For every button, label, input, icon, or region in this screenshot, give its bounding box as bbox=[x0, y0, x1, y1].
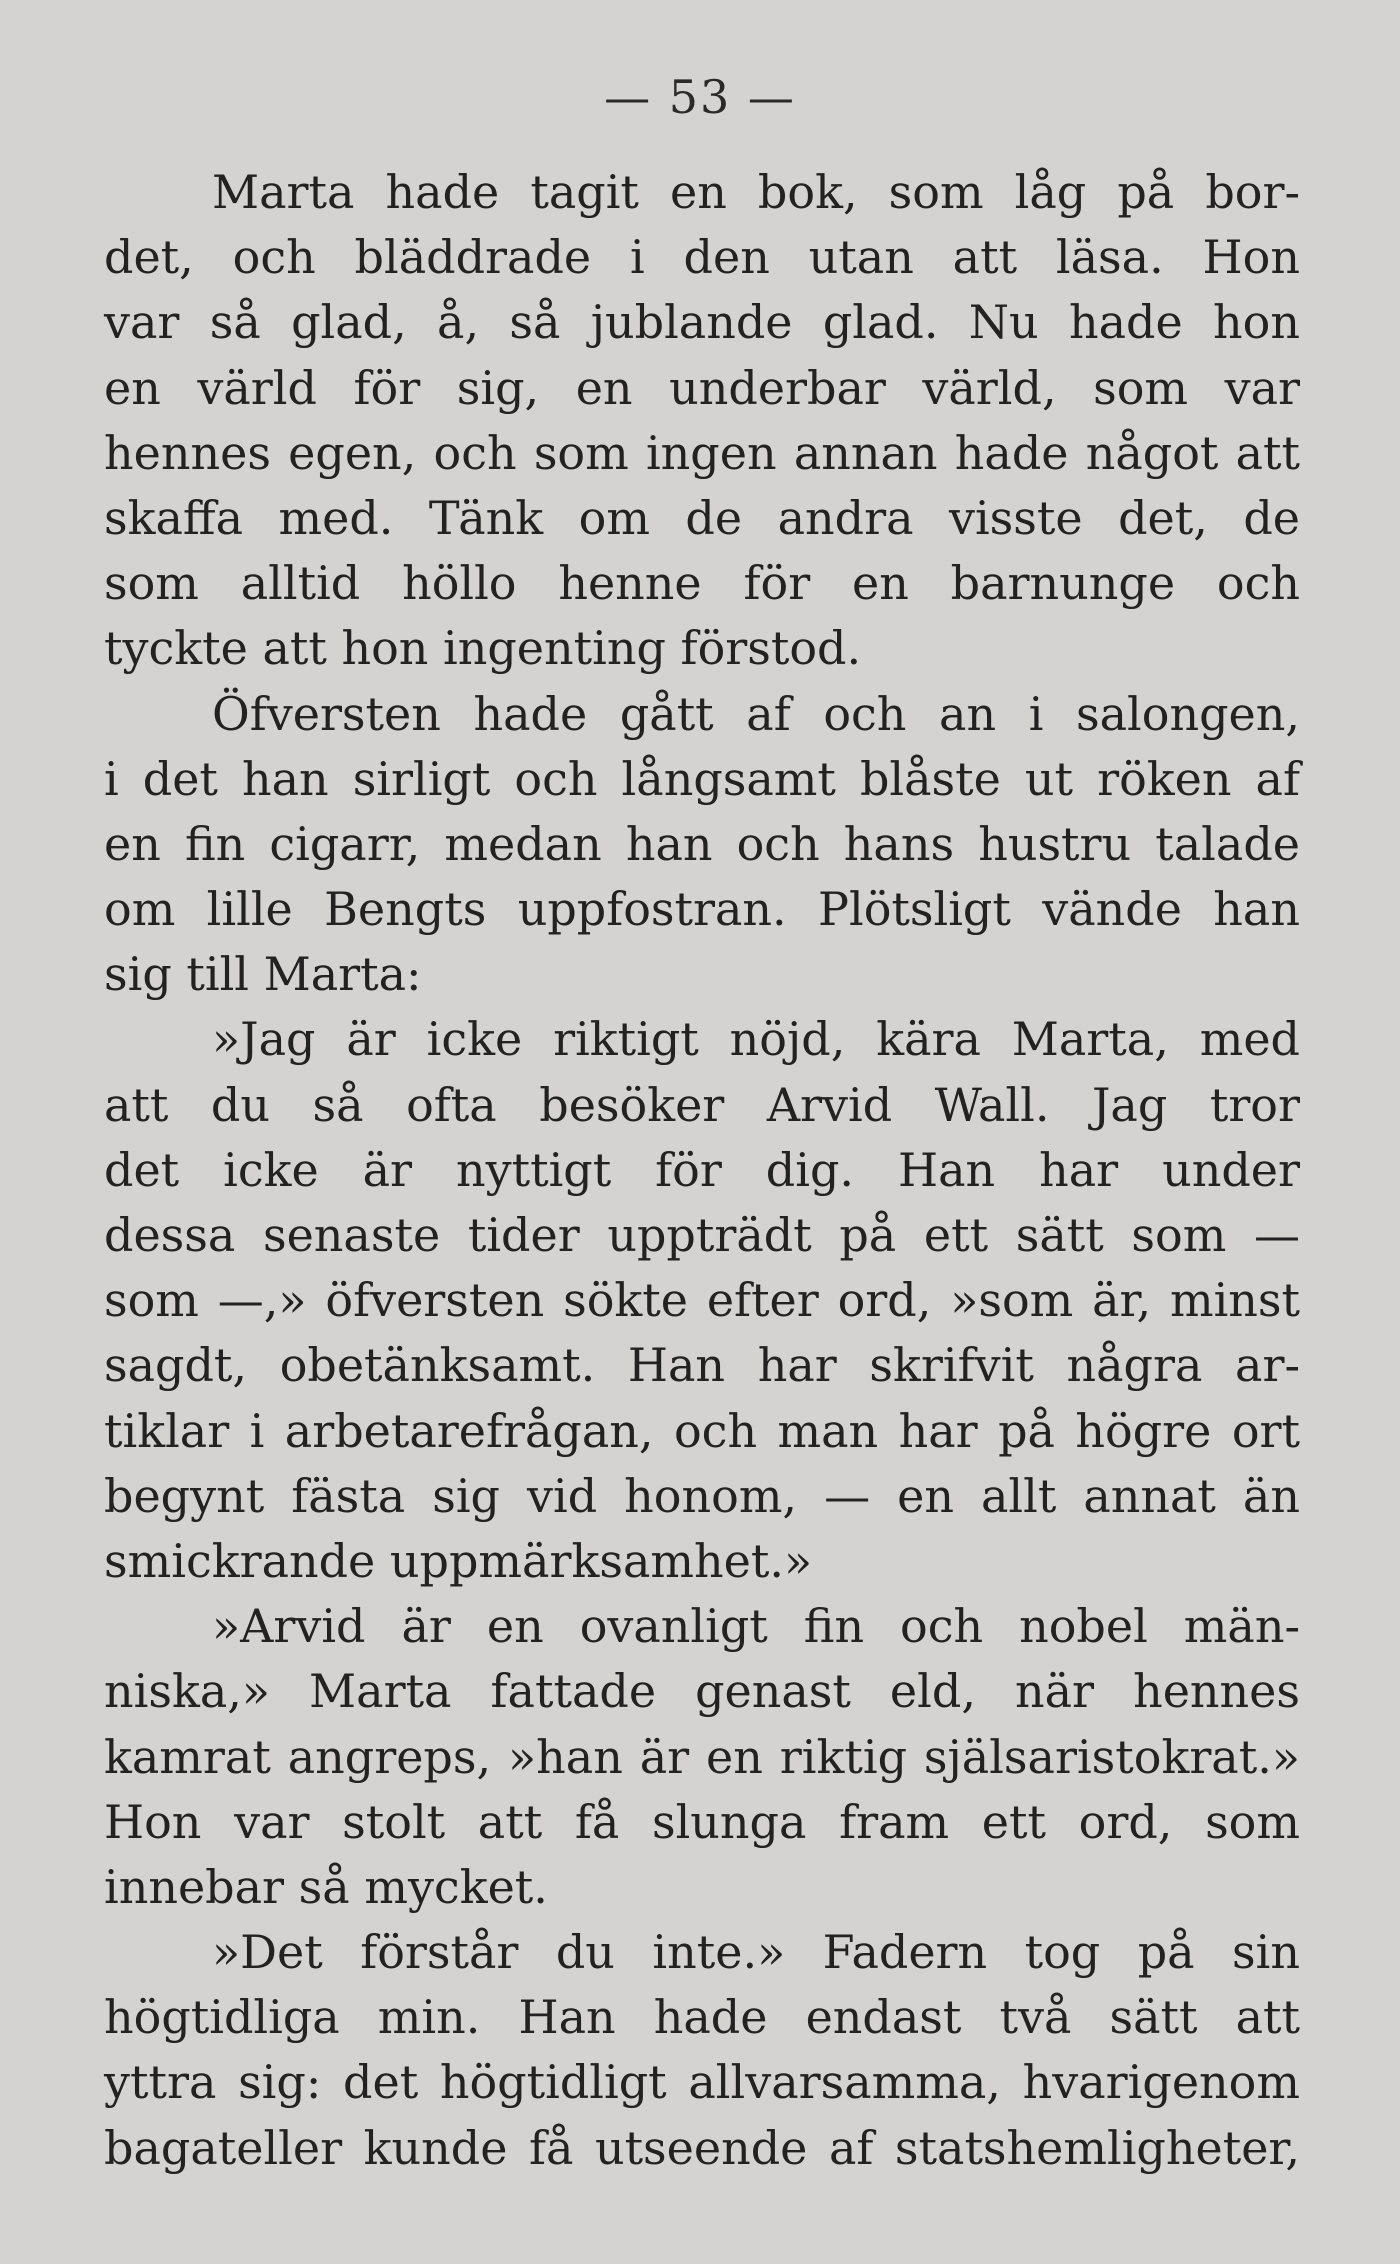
text-line: det icke är nyttigt för dig. Han har under bbox=[104, 1142, 1300, 1197]
text-line: i det han sirligt och långsamt blåste ut röken af bbox=[104, 751, 1300, 806]
text-line: att du så ofta besöker Arvid Wall. Jag tror bbox=[104, 1077, 1300, 1132]
page-number: — 53 — bbox=[604, 70, 796, 124]
text-line: högtidliga min. Han hade endast två sätt att bbox=[104, 1990, 1300, 2045]
text-line: smickrande uppmärksamhet.» bbox=[104, 1533, 813, 1588]
text-line: hennes egen, och som ingen annan hade något att bbox=[104, 425, 1300, 480]
text-line: skaffa med. Tänk om de andra visste det, de bbox=[104, 490, 1300, 545]
text-line: »Arvid är en ovanligt fin och nobel män- bbox=[212, 1599, 1300, 1654]
text-line: det, och bläddrade i den utan att läsa. Hon bbox=[104, 230, 1300, 285]
text-line: yttra sig: det högtidligt allvarsamma, hvarigenom bbox=[104, 2055, 1300, 2110]
paragraph bbox=[104, 1594, 1300, 1920]
text-line: »Det förstår du inte.» Fadern tog på sin bbox=[212, 1925, 1300, 1980]
paragraph bbox=[104, 1007, 1300, 1594]
text-line: sig till Marta: bbox=[104, 947, 422, 1002]
text-line: Öfversten hade gått af och an i salongen, bbox=[212, 686, 1300, 741]
paragraph bbox=[104, 682, 1300, 1008]
paragraph bbox=[104, 160, 1300, 682]
text-line: som alltid höllo henne för en barnunge och bbox=[104, 556, 1300, 611]
text-line: innebar så mycket. bbox=[104, 1859, 548, 1914]
text-line: »Jag är icke riktigt nöjd, kära Marta, med bbox=[212, 1012, 1300, 1067]
text-line: som —,» öfversten sökte efter ord, »som är, minst bbox=[104, 1273, 1300, 1328]
text-line: sagdt, obetänksamt. Han har skrifvit några ar- bbox=[104, 1338, 1300, 1393]
text-line: Hon var stolt att få slunga fram ett ord, som bbox=[104, 1794, 1300, 1849]
text-line: en fin cigarr, medan han och hans hustru talade bbox=[104, 816, 1300, 871]
body-text bbox=[104, 160, 1300, 2181]
text-line: dessa senaste tider uppträdt på ett sätt som — bbox=[104, 1208, 1300, 1262]
text-line: om lille Bengts uppfostran. Plötsligt vände han bbox=[104, 882, 1300, 937]
text-line: tyckte att hon ingenting förstod. bbox=[104, 621, 862, 676]
text-line: begynt fästa sig vid honom, — en allt annat än bbox=[104, 1468, 1300, 1523]
text-line: var så glad, å, så jublande glad. Nu hade hon bbox=[104, 295, 1300, 350]
text-line: en värld för sig, en underbar värld, som var bbox=[104, 360, 1300, 415]
text-line: Marta hade tagit en bok, som låg på bor- bbox=[212, 165, 1300, 219]
text-line: niska,» Marta fattade genast eld, när hennes bbox=[104, 1664, 1300, 1719]
paragraph bbox=[104, 1920, 1300, 2181]
text-line: bagateller kunde få utseende af statshemligheter, bbox=[104, 2120, 1300, 2175]
text-line: tiklar i arbetarefrågan, och man har på högre ort bbox=[104, 1403, 1300, 1458]
text-line: kamrat angreps, »han är en riktig själsaristokrat.» bbox=[104, 1729, 1300, 1784]
